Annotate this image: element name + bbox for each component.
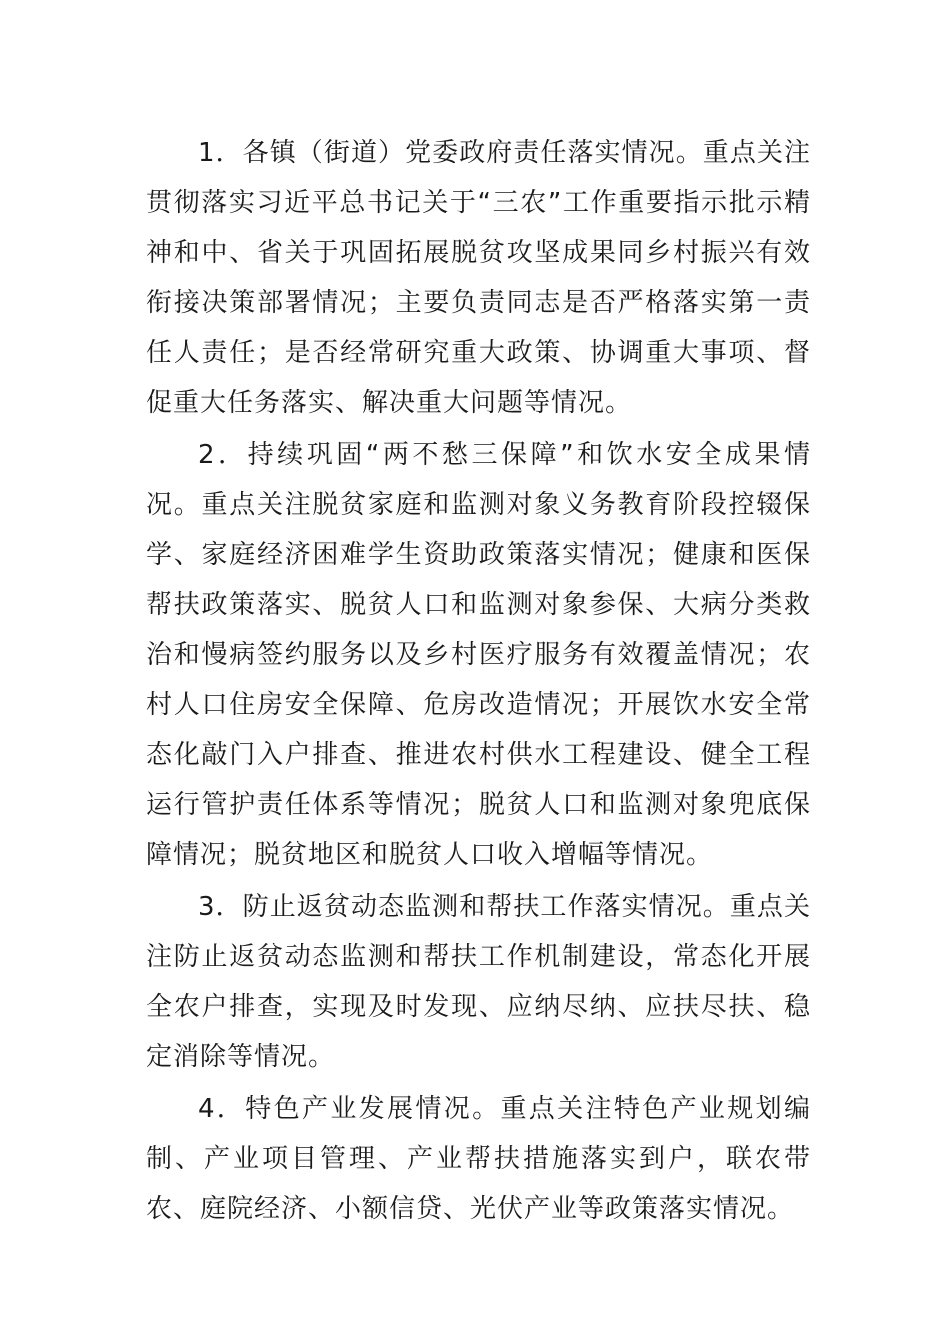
paragraph-2: 2．持续巩固“两不愁三保障”和饮水安全成果情况。重点关注脱贫家庭和监测对象义务教育阶段控辍保学、家庭经济困难学生资助政策落实情况；健康和医保帮扶政策落实、脱贫人口和监测对象参保、大病分类救治和慢病签约服务以及乡村医疗服务有效覆盖情况；农村人口住房安全保障、危房改造情况；开展饮水安全常态化敲门入户排查、推进农村供水工程建设、健全工程运行管护责任体系等情况；脱贫人口和监测对象兜底保障情况；脱贫地区和脱贫人口收入增幅等情况。: [146, 440, 811, 870]
document-body: [146, 128, 811, 1234]
paragraph-4: 4．特色产业发展情况。重点关注特色产业规划编制、产业项目管理、产业帮扶措施落实到户，联农带农、庭院经济、小额信贷、光伏产业等政策落实情况。: [146, 1094, 811, 1224]
paragraph-3: 3．防止返贫动态监测和帮扶工作落实情况。重点关注防止返贫动态监测和帮扶工作机制建设，常态化开展全农户排查，实现及时发现、应纳尽纳、应扶尽扶、稳定消除等情况。: [146, 892, 811, 1072]
paragraph-1: 1．各镇（街道）党委政府责任落实情况。重点关注贯彻落实习近平总书记关于“三农”工作重要指示批示精神和中、省关于巩固拓展脱贫攻坚成果同乡村振兴有效衔接决策部署情况；主要负责同志是否严格落实第一责任人责任；是否经常研究重大政策、协调重大事项、督促重大任务落实、解决重大问题等情况。: [146, 138, 811, 418]
